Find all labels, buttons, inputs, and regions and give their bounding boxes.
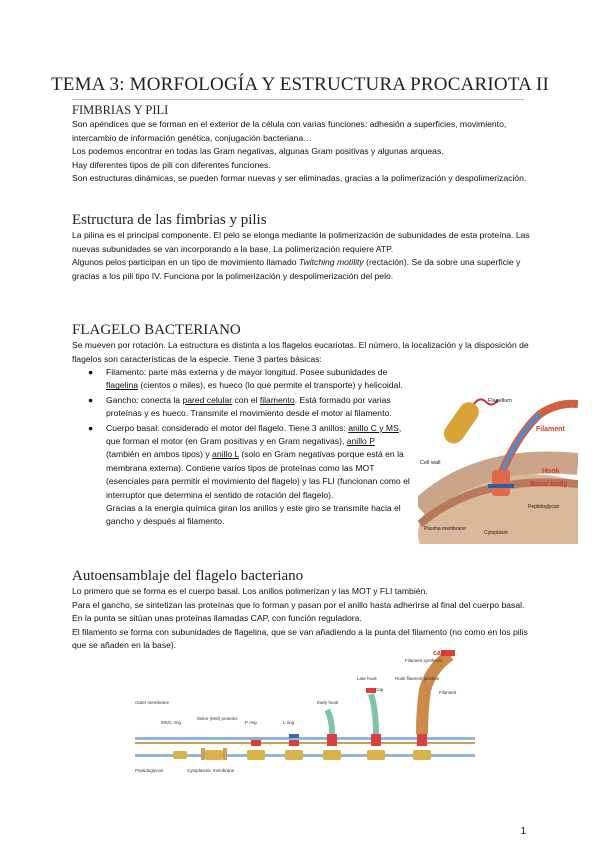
heading-flagelo: FLAGELO BACTERIANO xyxy=(72,322,241,338)
stage-6-late-hook xyxy=(366,688,385,760)
page-title: TEMA 3: MORFOLOGÍA Y ESTRUCTURA PROCARIOTA II xyxy=(51,74,549,95)
label-ms-ring: MS/C ring xyxy=(161,720,182,725)
list-item-cuerpo-basal: ● Cuerpo basal: considerado el motor del flagelo. Tiene 3 anillos: anillo C y MS, que forman el motor (en Gram positivas y en Gram negativas), anillo P (también en ambos tipos) y anillo L (solo en Gram negativas porque está en la membrana externa). Contiene varios tipos de proteínas como las MOT (esenciales para permitir el movimiento del flagelo) y las FLI (funcionan como el interruptor que determina el sentido de rotación del flagelo). Gracias a la energía química giran los anillos y este giro se transmite hacia el gancho y después al filamento. xyxy=(88,422,410,527)
autoensamblaje-paragraph xyxy=(72,585,532,653)
bacterium-icon xyxy=(440,398,483,447)
label-late-hook: Late hook xyxy=(357,676,377,681)
page-number: 1 xyxy=(520,826,526,837)
label-cap-top: cap xyxy=(433,650,446,657)
flagelo-intro: Se mueven por rotación. La estructura es distinta a los flagelos eucariotas. El número, la localización y la disposición de flagelos son características de la especie. Tiene 3 partes básicas: xyxy=(72,340,529,364)
heading-estructura: Estructura de las fimbrias y pilis xyxy=(72,212,267,228)
label-cytoplasm: Cytoplasm xyxy=(484,530,508,536)
label-outer-membrane: Outer membrane xyxy=(135,700,170,705)
label-filament: Filament xyxy=(536,426,565,433)
label-cell-wall: Cell wall xyxy=(420,460,441,466)
fimbrias-p2: Los podemos encontrar en todas las Gram negativas, algunas Gram positivas y algunas arqueas. xyxy=(72,146,444,157)
estructura-p2a: Algunos pelos participan en un tipo de movimiento llamado xyxy=(72,257,299,268)
label-filament: Filament xyxy=(439,690,457,695)
autoensamblaje-p1: Lo primero que se forma es el cuerpo basal. Los anillos polimerizan y las MOT y FLI también. xyxy=(72,586,428,596)
fimbrias-p1: Son apéndices que se forman en el exterior de la célula con varias funciones: adhesión a superficies, movimiento, intercambio de información genética, conjugación bacteriana… xyxy=(72,119,507,143)
label-cap: Cap xyxy=(375,687,384,692)
label-flagellum: Flagellum xyxy=(488,398,512,404)
label-hook: Hook xyxy=(542,468,560,475)
label-motor-proteins: Motor (Mot) proteins xyxy=(197,716,238,721)
list-item-gancho: ● Gancho: conecta la pared celular con el filamento. Está formado por varias proteínas y es hueco. Transmite el movimiento desde el motor al filamento. xyxy=(88,394,392,419)
autoensamblaje-p2: Para el gancho, se sintetizan las proteínas que lo forman y pasan por el anillo hasta adherirse al final del cuerpo basal. En la punta se sitúan unas proteínas llamadas CAP, con función reguladora. xyxy=(72,599,525,624)
estructura-p2-em: Twitching motility xyxy=(298,257,364,268)
heading-fimbrias: FIMBRIAS Y PILI xyxy=(72,103,169,117)
label-l-ring: L ring xyxy=(283,720,295,725)
flagellum-assembly-figure xyxy=(135,650,475,785)
label-hook-filament-junction: Hook filament junction xyxy=(395,676,440,681)
list-item-filamento: ● Filamento: parte más externa y de mayor longitud. Posee subunidades de flagelina (cientos o miles), es hueco (lo que permite el transporte) y helicoidal. xyxy=(88,367,403,391)
link-flagelina: flagelina xyxy=(106,380,139,391)
autoensamblaje-p3: El filamento se forma con subunidades de flagelina, que se van añadiendo a la punta del filamento (no como en los pilis que se añaden en la base). xyxy=(72,626,528,651)
label-filament-synthesis: Filament synthesis xyxy=(405,658,443,663)
label-plasma-membrane: Plasma membrane xyxy=(424,526,466,532)
flagelo-parts-list xyxy=(80,366,410,530)
heading-autoensamblaje: Autoensamblaje del flagelo bacteriano xyxy=(72,568,304,584)
fimbrias-p3: Hay diferentes tipos de pili con diferentes funciones. xyxy=(72,159,271,170)
estructura-p1: La pilina es el principal componente. El pelo se elonga mediante la polimerización de subunidades de esta proteína. Las nuevas subunidades se van incorporando a la base. La polimerización requiere ATP. xyxy=(72,230,530,254)
basal-body-shape xyxy=(492,470,510,496)
stage-2-motor xyxy=(201,748,227,760)
label-cytoplasmic-membrane: Cytoplasmic membrane xyxy=(187,768,235,773)
stage-5-early-hook xyxy=(323,710,341,760)
ring-shape xyxy=(488,484,514,488)
label-basal-body: Basal body xyxy=(530,481,568,488)
label-peptidoglycan: Peptidoglycan xyxy=(135,768,164,773)
flagellum-structure-figure xyxy=(418,384,578,544)
estructura-paragraph xyxy=(72,229,532,283)
label-p-ring: P ring xyxy=(245,720,257,725)
fimbrias-paragraph xyxy=(72,118,532,186)
fimbrias-p4: Son estructuras dinámicas, se pueden formar nuevas y ser eliminadas, gracias a la polimerización y despolimerización. xyxy=(72,173,527,184)
label-early-hook: Early hook xyxy=(317,700,339,705)
estructura-p2b: (rectación). Se da sobre una superficie y gracias a los pili tipo IV. Funciona por la polimerización y despolimerización del pelo. xyxy=(72,257,521,281)
title-divider xyxy=(72,99,524,100)
stage-1-ms-ring xyxy=(173,751,187,759)
label-peptidoglycan: Peptidoglycan xyxy=(528,504,560,510)
